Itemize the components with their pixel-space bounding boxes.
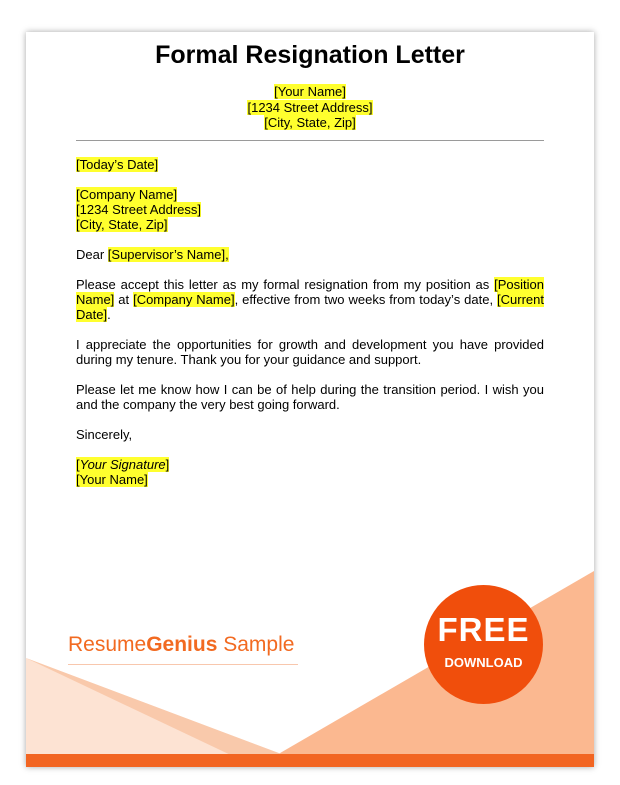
para1-text-3: , effective from two weeks from today’s date,	[234, 292, 498, 307]
paragraph-resignation	[76, 277, 544, 322]
para1-text-1: Please accept this letter as my formal resignation from my position as	[76, 277, 495, 292]
sender-name: [Your Name]	[274, 84, 346, 99]
sender-block	[26, 84, 594, 131]
download-label: DOWNLOAD	[444, 655, 523, 670]
letter-page	[26, 32, 594, 767]
recipient-company: [Company Name]	[76, 187, 178, 202]
para1-company-name: [Company Name]	[133, 292, 235, 307]
salutation-prefix: Dear	[76, 247, 108, 262]
paragraph-transition: Please let me know how I can be of help during the transition period. I wish you and the company the very best going forward.	[76, 382, 544, 412]
sender-city: [City, State, Zip]	[264, 115, 356, 130]
signature-open-bracket: [	[76, 457, 80, 472]
divider	[76, 140, 544, 141]
logo-sample: Sample	[217, 633, 295, 656]
salutation	[76, 247, 544, 262]
logo-resume: Resume	[68, 633, 147, 656]
logo-genius: Genius	[146, 633, 218, 656]
para1-text-2: at	[114, 292, 134, 307]
recipient-address: [1234 Street Address]	[76, 202, 202, 217]
logo-underline	[68, 664, 298, 665]
position-name: [Position Name]	[76, 277, 544, 307]
resumegenius-logo	[68, 633, 294, 657]
signature-placeholder	[76, 457, 169, 472]
supervisor-name: [Supervisor’s Name],	[107, 247, 229, 262]
letter-date: [Today’s Date]	[76, 157, 159, 172]
free-label: FREE	[437, 611, 530, 648]
closing: Sincerely,	[76, 427, 133, 442]
paragraph-appreciation: I appreciate the opportunities for growth and development you have provided during my tenure. Thank you for your guidance and support.	[76, 337, 544, 367]
free-download-button[interactable]	[424, 585, 543, 704]
recipient-city: [City, State, Zip]	[76, 217, 168, 232]
signer-name: [Your Name]	[76, 472, 148, 487]
para1-text-4: .	[107, 307, 111, 322]
current-date: [Current Date]	[76, 292, 545, 322]
letter-title: Formal Resignation Letter	[155, 41, 465, 69]
letter-body	[76, 157, 544, 487]
signature-text: Your Signature	[79, 457, 166, 472]
signature-close-bracket: ]	[165, 457, 170, 472]
sender-address: [1234 Street Address]	[247, 99, 373, 115]
signature-line	[76, 457, 544, 472]
